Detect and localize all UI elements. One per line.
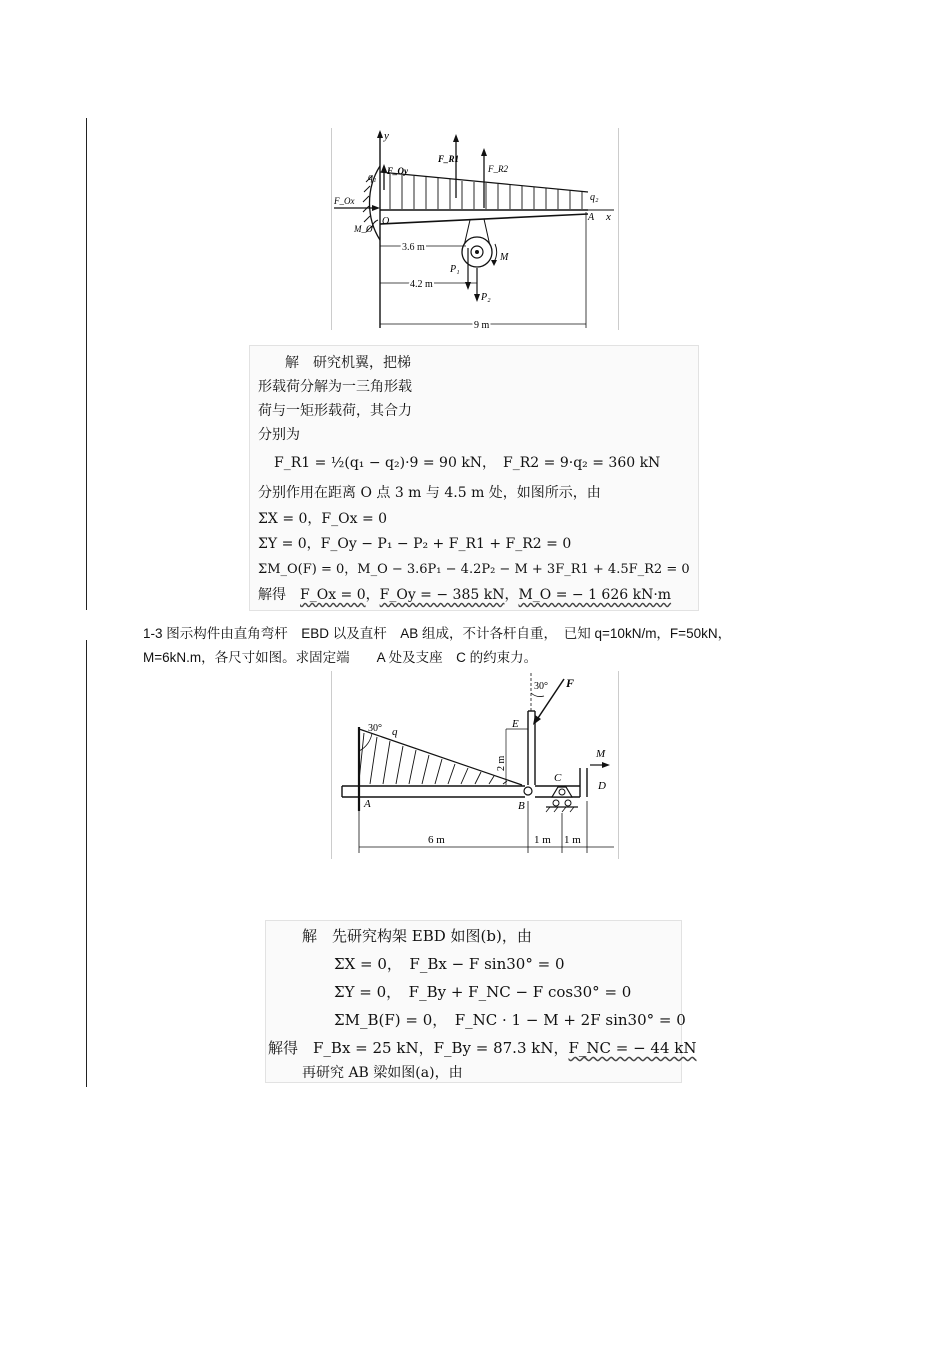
fig2-label-q: q xyxy=(392,726,398,738)
solution1-result xyxy=(258,584,671,604)
solution2-result-fb: F_Bx = 25 kN，F_By = 87.3 kN， xyxy=(313,1039,569,1057)
margin-line-top xyxy=(86,118,87,610)
fig1-label-y: y xyxy=(384,130,389,142)
fig2-label-f: F xyxy=(566,676,575,690)
fig1-dim-3: 9 m xyxy=(474,320,490,330)
solution2-line-4: ΣM_B(F) = 0， F_NC · 1 − M + 2F sin30° = 0 xyxy=(334,1011,686,1029)
fig1-label-q2: q₂ xyxy=(590,192,599,203)
solution1-line-7: ΣX = 0，F_Ox = 0 xyxy=(258,511,388,527)
solution2-line-last: 再研究 AB 梁如图(a)，由 xyxy=(302,1065,463,1081)
fig2-label-c: C xyxy=(554,772,562,784)
fig1-label-a: A xyxy=(588,212,595,223)
solution-2 xyxy=(265,920,697,1083)
fig2-label-b: B xyxy=(518,800,525,812)
fig1-label-q1: q₁ xyxy=(368,172,377,183)
fig2-label-height: 2 m xyxy=(496,755,507,771)
solution1-line-9: ΣM_O(F) = 0，M_O − 3.6P₁ − 4.2P₂ − M + 3F_R1 + 4.5F_R2 = 0 xyxy=(258,562,690,577)
fig1-label-foy: F_Oy xyxy=(387,166,408,176)
solution1-result-fox: F_Ox = 0 xyxy=(300,587,366,603)
fig1-label-fox: F_Ox xyxy=(334,196,355,206)
solution1-sep-2: ， xyxy=(504,587,519,603)
solution1-line-5: F_R1 = ½(q₁ − q₂)·9 = 90 kN， F_R2 = 9·q₂ = 360 kN xyxy=(274,455,661,471)
fig2-dim-1: 6 m xyxy=(428,834,445,846)
fig1-dim-1: 3.6 m xyxy=(402,242,425,253)
solution2-line-1: 解 先研究构架 EBD 如图(b)，由 xyxy=(302,927,532,945)
fig2-label-angle-1: 30° xyxy=(368,723,382,734)
solution1-line-4: 分别为 xyxy=(258,427,300,443)
fig1-label-p2: P₂ xyxy=(481,292,491,303)
solution1-sep-1: ， xyxy=(365,587,380,603)
fig2-label-a: A xyxy=(364,798,371,810)
margin-line-bottom xyxy=(86,640,87,1087)
solution1-line-2: 形载荷分解为一三角形载 xyxy=(258,379,412,395)
fig1-label-fr2: F_R2 xyxy=(488,164,508,174)
fig1-label-o: O xyxy=(382,216,390,227)
fig2-label-angle-2: 30° xyxy=(534,681,548,692)
solution2-result-prefix: 解得 xyxy=(268,1039,314,1057)
fig1-label-x: x xyxy=(606,211,611,223)
solution1-line-8: ΣY = 0，F_Oy − P₁ − P₂ + F_R1 + F_R2 = 0 xyxy=(258,536,572,552)
solution1-result-foy: F_Oy = − 385 kN xyxy=(379,587,505,603)
fig2-dim-2: 1 m xyxy=(534,834,551,846)
figure-wing xyxy=(331,128,619,330)
solution2-result-fnc: F_NC = − 44 kN xyxy=(568,1039,697,1057)
solution-1 xyxy=(249,345,699,611)
fig1-label-m: M xyxy=(500,252,509,263)
figure-frame xyxy=(331,671,619,859)
solution1-line-1: 解 研究机翼，把梯 xyxy=(285,355,411,371)
fig2-label-e: E xyxy=(512,718,519,730)
fig1-dim-2: 4.2 m xyxy=(410,279,433,290)
problem-line-2: M=6kN.m，各尺寸如图。求固定端 A 处及支座 C 的约束力。 xyxy=(143,650,538,665)
solution2-result xyxy=(268,1037,697,1058)
solution1-line-6: 分别作用在距离 O 点 3 m 与 4.5 m 处，如图所示，由 xyxy=(258,485,601,501)
solution1-line-3: 荷与一矩形载荷，其合力 xyxy=(258,403,412,419)
problem-line-1: 1-3 图示构件由直角弯杆 EBD 以及直杆 AB 组成，不计各杆自重， 已知 q=10kN/m，F=50kN， xyxy=(143,626,732,641)
solution1-result-prefix: 解得 xyxy=(258,587,300,603)
solution2-line-2: ΣX = 0， F_Bx − F sin30° = 0 xyxy=(334,955,565,973)
solution1-result-mo: M_O = − 1 626 kN·m xyxy=(518,587,672,603)
fig2-label-m: M xyxy=(596,748,606,760)
fig1-label-p1: P₁ xyxy=(450,264,460,275)
fig1-label-fr1: F_R1 xyxy=(438,154,460,164)
fig2-label-d: D xyxy=(598,780,606,792)
fig1-label-mo: M_O xyxy=(354,224,373,234)
fig2-dim-3: 1 m xyxy=(564,834,581,846)
solution2-line-3: ΣY = 0， F_By + F_NC − F cos30° = 0 xyxy=(334,983,632,1001)
